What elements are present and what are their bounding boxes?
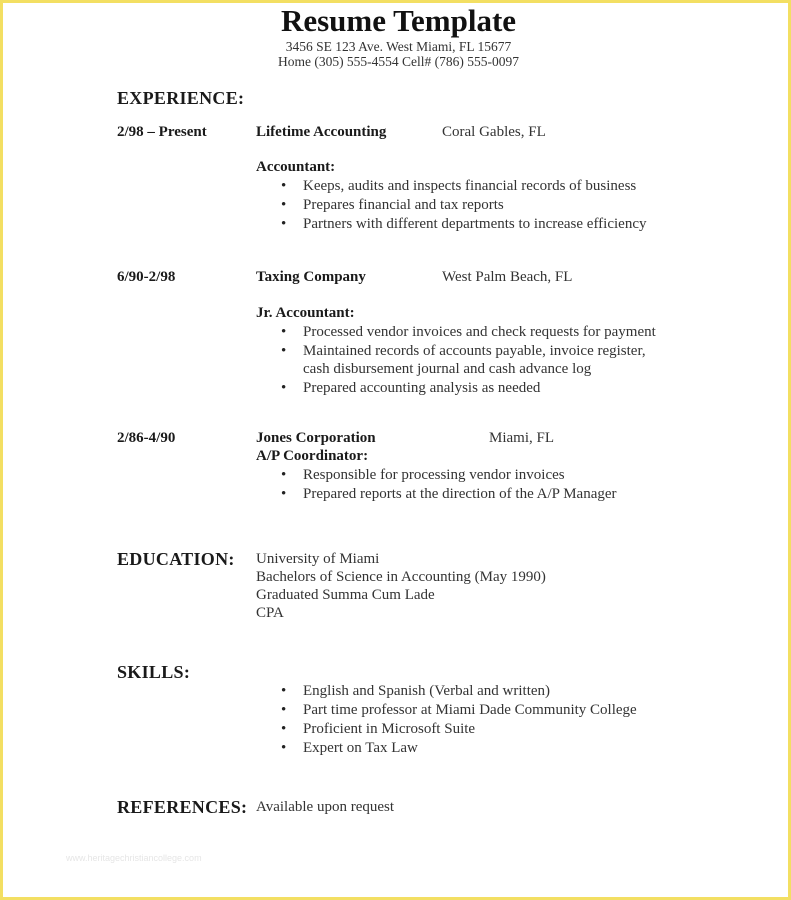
bullet-icon: • [281, 343, 287, 359]
job-role: A/P Coordinator: [256, 448, 369, 464]
job-role: Accountant: [256, 159, 336, 175]
education-heading: EDUCATION: [117, 549, 235, 569]
address-line: 3456 SE 123 Ave. West Miami, FL 15677 [285, 39, 512, 54]
bullet-icon: • [281, 467, 287, 483]
skill-item: English and Spanish (Verbal and written) [303, 683, 551, 699]
bullet-icon: • [281, 702, 287, 718]
education-line: University of Miami [256, 551, 380, 567]
job-location: Coral Gables, FL [442, 124, 546, 140]
bullet-icon: • [281, 197, 287, 213]
job-bullet: Prepared accounting analysis as needed [303, 380, 541, 396]
bullet-icon: • [281, 380, 287, 396]
experience-heading: EXPERIENCE: [117, 88, 245, 108]
job-bullet-continuation: cash disbursement journal and cash advance log [303, 361, 592, 377]
phone-line: Home (305) 555-4554 Cell# (786) 555-0097 [277, 54, 520, 69]
resume-title: Resume Template [280, 3, 517, 38]
job-bullet: Maintained records of accounts payable, invoice register, [303, 343, 646, 359]
bullet-icon: • [281, 683, 287, 699]
job-bullet: Responsible for processing vendor invoices [303, 467, 565, 483]
bullet-icon: • [281, 178, 287, 194]
skill-item: Expert on Tax Law [303, 740, 418, 756]
job-company: Lifetime Accounting [256, 124, 387, 140]
skills-heading: SKILLS: [117, 662, 191, 682]
job-bullet: Processed vendor invoices and check requests for payment [303, 324, 656, 340]
bullet-icon: • [281, 486, 287, 502]
job-dates: 2/86-4/90 [117, 430, 176, 446]
job-company: Jones Corporation [256, 430, 376, 446]
bullet-icon: • [281, 721, 287, 737]
skill-item: Proficient in Microsoft Suite [303, 721, 476, 737]
job-bullet: Keeps, audits and inspects financial records of business [303, 178, 637, 194]
job-location: West Palm Beach, FL [442, 269, 573, 285]
education-line: CPA [256, 605, 284, 621]
job-company: Taxing Company [256, 269, 366, 285]
job-bullet: Prepared reports at the direction of the A/P Manager [303, 486, 617, 502]
job-bullet: Prepares financial and tax reports [303, 197, 504, 213]
bullet-icon: • [281, 740, 287, 756]
watermark-text: www.heritagechristiancollege.com [66, 853, 202, 863]
job-role: Jr. Accountant: [256, 305, 355, 321]
skill-item: Part time professor at Miami Dade Community College [303, 702, 637, 718]
bullet-icon: • [281, 216, 287, 232]
references-heading: REFERENCES: [117, 797, 248, 817]
references-text: Available upon request [256, 799, 395, 815]
job-bullet: Partners with different departments to increase efficiency [303, 216, 647, 232]
job-dates: 2/98 – Present [117, 124, 207, 140]
job-dates: 6/90-2/98 [117, 269, 176, 285]
job-location: Miami, FL [489, 430, 555, 446]
bullet-icon: • [281, 324, 287, 340]
education-line: Graduated Summa Cum Lade [256, 587, 435, 603]
education-line: Bachelors of Science in Accounting (May 1990) [256, 569, 546, 585]
